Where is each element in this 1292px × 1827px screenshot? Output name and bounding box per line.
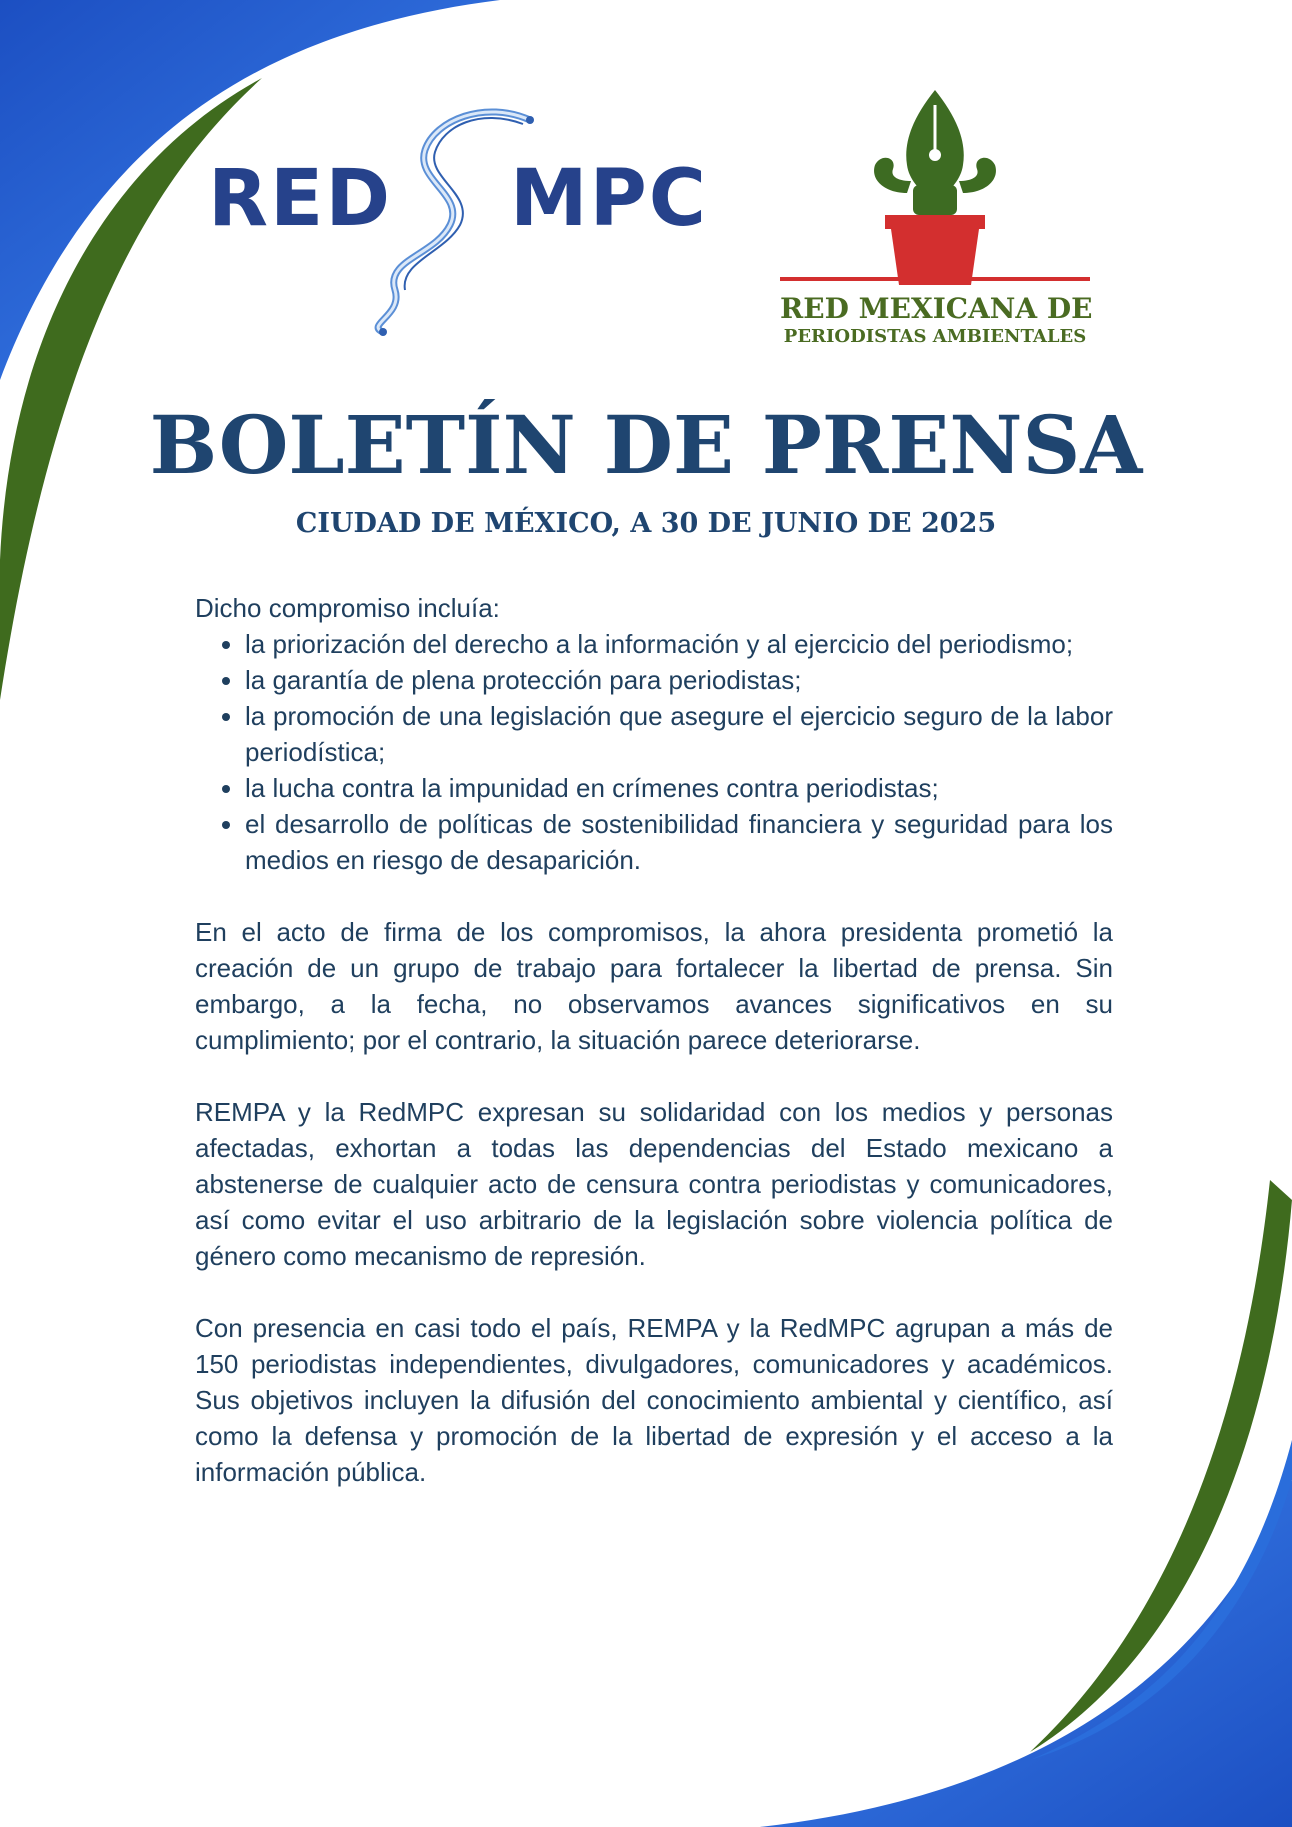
- commitments-intro: Dicho compromiso incluía:: [195, 593, 500, 623]
- rempa-logo-line2: PERIODISTAS AMBIENTALES: [783, 326, 1087, 347]
- list-item: • el desarrollo de políticas de sostenibilidad financiera y seguridad para los medios en riesgo de desaparición.: [245, 806, 1113, 878]
- page-title: BOLETÍN DE PRENSA: [149, 398, 1143, 492]
- press-release-body: [195, 590, 1113, 1526]
- cactus-pen-nib-icon: [775, 85, 1095, 285]
- list-item: • la lucha contra la impunidad en crímenes contra periodistas;: [245, 770, 1113, 806]
- paragraph-solidarity: REMPA y la RedMPC expresan su solidaridad con los medios y personas afectadas, exhortan a todas las dependencias del Estado mexicano a abstenerse de cualquier acto de censura contra periodistas y comunicadores, así como evitar el uso arbitrario de la legislación sobre violencia política de género como mecanismo de represión.: [195, 1097, 1113, 1271]
- list-item: • la promoción de una legislación que asegure el ejercicio seguro de la labor periodística;: [245, 698, 1113, 770]
- redmpc-logo-word-mpc: MPC: [510, 154, 709, 244]
- paragraph-signing-act: En el acto de firma de los compromisos, la ahora presidenta prometió la creación de un grupo de trabajo para fortalecer la libertad de prensa. Sin embargo, a la fecha, no observamos avances significativos en su cumplimiento; por el contrario, la situación parece deteriorarse.: [195, 917, 1113, 1055]
- redmpc-logo-word-red: RED: [208, 154, 393, 244]
- commitments-list: [195, 626, 1113, 878]
- list-item: • la garantía de plena protección para periodistas;: [245, 662, 1113, 698]
- paragraph-about: Con presencia en casi todo el país, REMPA y la RedMPC agrupan a más de 150 periodistas independientes, divulgadores, comunicadores y académicos. Sus objetivos incluyen la difusión del conocimiento ambiental y científico, así como la defensa y promoción de la libertad de expresión y el acceso a la información pública.: [195, 1313, 1113, 1487]
- dateline: CIUDAD DE MÉXICO, A 30 DE JUNIO DE 2025: [295, 508, 997, 539]
- rempa-logo-line1: RED MEXICANA DE: [780, 292, 1093, 325]
- rempa-logo-divider: [780, 277, 1090, 281]
- list-item: • la priorización del derecho a la información y al ejercicio del periodismo;: [245, 626, 1113, 662]
